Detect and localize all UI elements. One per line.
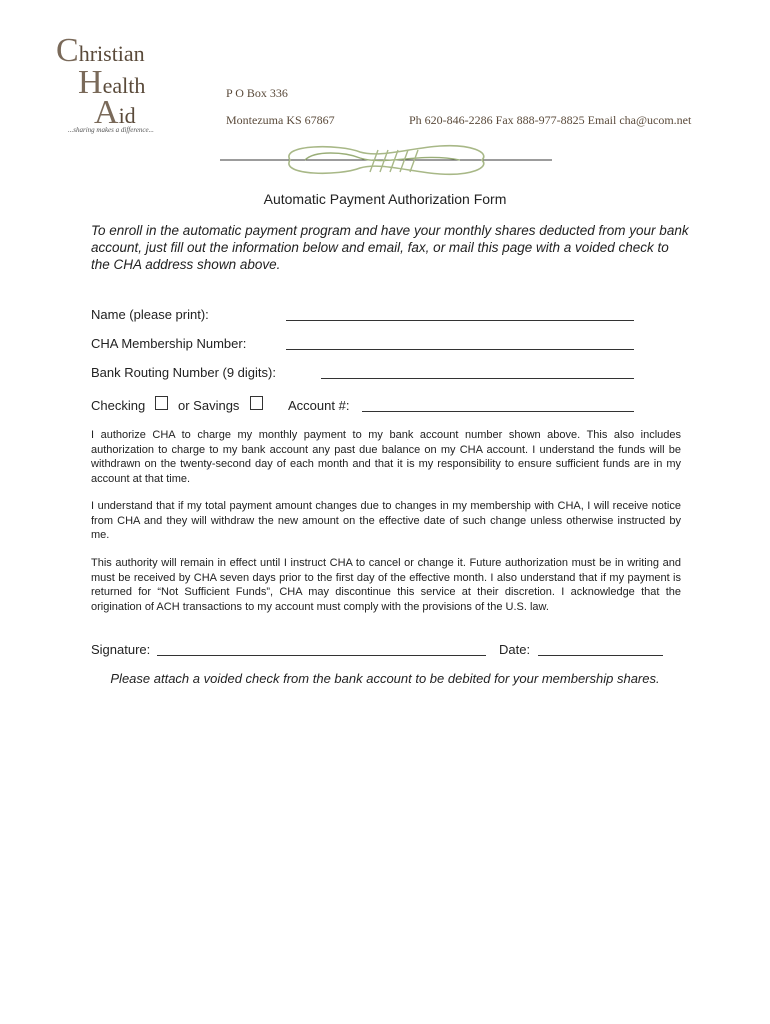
po-box: P O Box 336 [226, 86, 288, 100]
membership-number-label: CHA Membership Number: [91, 336, 247, 351]
logo-tagline: ...sharing makes a difference... [68, 126, 154, 134]
intro-text: To enroll in the automatic payment program and have your monthly shares deducted from your bank account, just fill out the information below and email, fax, or mail this page with a voided check to the CHA address shown above. [91, 223, 689, 272]
checking-checkbox[interactable] [155, 396, 168, 410]
name-field[interactable] [286, 320, 634, 321]
savings-label: or Savings [178, 398, 240, 413]
account-number-field[interactable] [362, 411, 634, 412]
signature-label: Signature: [91, 642, 151, 657]
account-number-label: Account #: [288, 398, 350, 413]
attach-check-note: Please attach a voided check from the bank account to be debited for your membership shares. [110, 671, 660, 686]
authorization-paragraph: I authorize CHA to charge my monthly payment to my bank account number shown above. This also includes authorization to charge to my bank account any past due balance on my CHA account. I understand the funds will be withdrawn on the twenty-second day of each month and that it is my responsibility to ensure sufficient funds are in my account at that time. [91, 429, 681, 485]
checking-label: Checking [91, 398, 146, 413]
contact-info: Ph 620-846-2286 Fax 888-977-8825 Email cha@ucom.net [409, 113, 692, 127]
authority-paragraph: This authority will remain in effect until I instruct CHA to cancel or change it. Future authorization must be in writing and must be received by CHA seven days prior to the first day of the effective month. I also understand that if my payment is returned for “Not Sufficient Funds”, CHA may discontinue this service at their discretion. I acknowledge that the origination of ACH transactions to my account must comply with the provisions of the U.S. law. [91, 557, 681, 613]
logo-initial-c: C [56, 32, 79, 69]
logo-word-aid: id [118, 103, 136, 128]
routing-number-label: Bank Routing Number (9 digits): [91, 365, 276, 380]
signature-field[interactable] [157, 655, 486, 656]
name-label: Name (please print): [91, 307, 209, 322]
logo-initial-h: H [78, 64, 103, 101]
ornamental-divider-icon [220, 142, 552, 178]
payment-change-paragraph: I understand that if my total payment amount changes due to changes in my membership with CHA, I will receive notice from CHA and they will withdraw the new amount on the effective date of such change unless otherwise instructed by me. [91, 500, 681, 541]
form-title: Automatic Payment Authorization Form [263, 191, 507, 207]
date-label: Date: [499, 642, 531, 657]
routing-number-field[interactable] [321, 378, 634, 379]
christian-health-aid-logo [56, 32, 186, 141]
membership-number-field[interactable] [286, 349, 634, 350]
date-field[interactable] [538, 655, 663, 656]
city-state-zip: Montezuma KS 67867 [226, 113, 335, 127]
logo-initial-a: A [94, 94, 119, 131]
logo-word-christian: hristian [78, 41, 145, 66]
logo-word-health: ealth [102, 73, 146, 98]
savings-checkbox[interactable] [250, 396, 263, 410]
